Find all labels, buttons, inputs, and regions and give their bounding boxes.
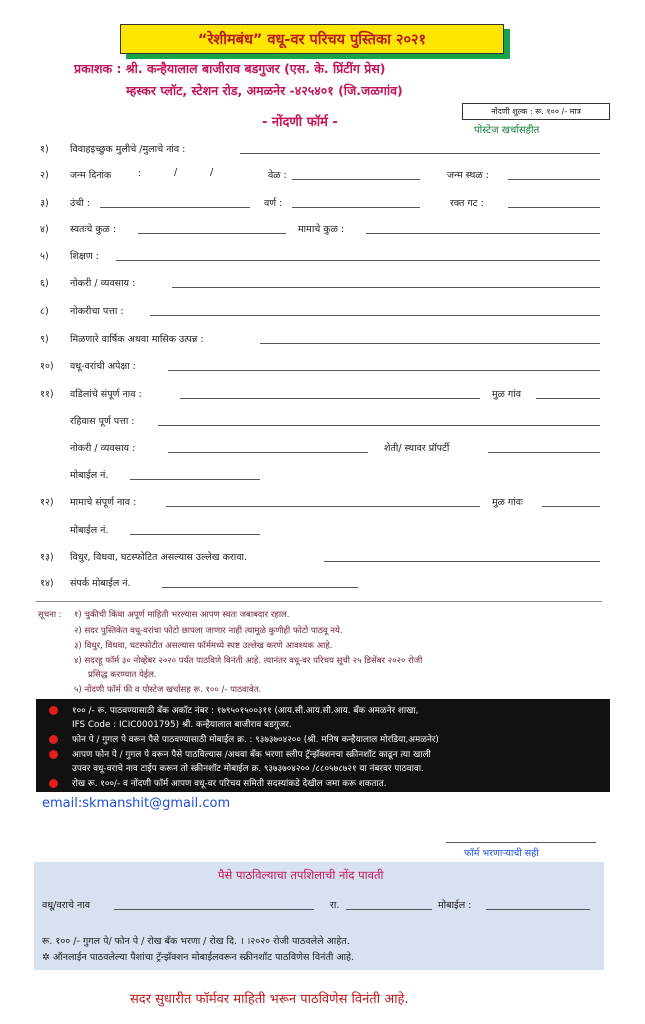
field-number: ९) bbox=[40, 334, 49, 345]
field-number: १०) bbox=[40, 361, 54, 372]
field-number: ३) bbox=[40, 198, 49, 209]
occupation-label: नोकरी / व्यवसाय : bbox=[70, 278, 136, 289]
fee-note: पोस्टेज खर्चासहीत bbox=[474, 125, 540, 136]
note-item: १) चुकीची किंवा अपूर्ण माहिती भरल्यास आपण स्वतः जबाबदार रहाल. bbox=[74, 610, 290, 620]
maternal-uncle-name-label: मामाचे संपूर्ण नाव : bbox=[70, 497, 137, 508]
maternal-clan-blank[interactable] bbox=[366, 233, 600, 234]
father-occupation-blank[interactable] bbox=[168, 452, 368, 453]
job-address-label: नोकरीचा पत्ता : bbox=[70, 306, 124, 317]
field-number: १४) bbox=[40, 578, 54, 589]
own-clan-label: स्वतःचे कुळ : bbox=[70, 224, 117, 235]
field-number: ५) bbox=[40, 251, 49, 262]
date-separator: / bbox=[174, 167, 178, 178]
receipt-title: पैसे पाठविल्याचा तपशिलाची नोंद पावती bbox=[218, 868, 384, 882]
field-number: ४) bbox=[40, 224, 49, 235]
booklet-title: “रेशीमबंध” वधू-वर परिचय पुस्तिका २०२१ bbox=[120, 24, 504, 54]
form-title: - नोंदणी फॉर्म - bbox=[262, 115, 338, 130]
signature-label: फॉर्म भरणाऱ्याची सही bbox=[464, 848, 539, 859]
residence-address-label: रहिवास पूर्ण पत्ता : bbox=[70, 416, 135, 427]
property-blank[interactable] bbox=[488, 452, 600, 453]
field-number: ८) bbox=[40, 306, 49, 317]
father-name-blank[interactable] bbox=[180, 398, 480, 399]
native-village-blank[interactable] bbox=[536, 398, 600, 399]
own-clan-blank[interactable] bbox=[138, 233, 286, 234]
note-item: २) सदर पुस्तिकेत वधू-वरांचा फोटो छापला जाणार नाही त्यामुळे कुणीही फोटो पाठवू नये. bbox=[74, 626, 343, 636]
income-blank[interactable] bbox=[260, 343, 600, 344]
notes-heading: सूचना : bbox=[38, 610, 62, 620]
bullet-icon bbox=[49, 750, 58, 759]
uncle-native-village-blank[interactable] bbox=[542, 506, 600, 507]
job-address-blank[interactable] bbox=[150, 315, 600, 316]
blood-group-label: रक्त गट : bbox=[450, 198, 484, 209]
receipt-note: ✲ ऑनलाईन पाठवलेल्या पैशांचा ट्रॅन्झॅक्शन मोबाईलवरून स्क्रीनशॉट पाठविणेस विनंती आहे. bbox=[42, 952, 355, 963]
income-label: मिळणारे वार्षिक अथवा मासिक उत्पन्न : bbox=[70, 334, 204, 345]
divider bbox=[36, 601, 602, 602]
screenshot-instruction-line: उपवर वधू-वराचे नाव टाईप करून तो स्क्रीनशॉट मोबाईल क्र. ९३७३७०४२०० /८८०५७८७२१ या नंबरवर पाठवावा. bbox=[72, 764, 424, 774]
bullet-icon bbox=[49, 735, 58, 744]
field-number: २) bbox=[40, 170, 49, 181]
residence-address-blank[interactable] bbox=[158, 425, 600, 426]
father-occupation-label: नोकरी / व्यवसाय : bbox=[70, 443, 136, 454]
contact-mobile-label: संपर्क मोबाईल नं. bbox=[70, 578, 131, 589]
marital-history-blank[interactable] bbox=[324, 561, 600, 562]
uncle-mobile-label: मोबाईल नं. bbox=[70, 525, 109, 536]
note-item: ३) विधुर, विधवा, घटस्फोटीत असल्यास फॉर्ममध्ये स्पष्ट उल्लेख करणे आवश्यक आहे. bbox=[74, 641, 333, 651]
cash-payment-line: रोख रू. १००/- व नोंदणी फॉर्म आपण वधू-वर परिचय समिती सदस्यांकडे देखील जमा करू शकतात. bbox=[72, 779, 387, 789]
candidate-name-blank[interactable] bbox=[240, 153, 600, 154]
birth-date-colon: : bbox=[138, 168, 142, 179]
field-number: ११) bbox=[40, 389, 54, 400]
receipt-payment-line: रू. १०० /- गुगल पे/ फोन पे / रोख बँक भरणा / रोख दि. । ।२०२० रोजी पाठवलेले आहेत. bbox=[42, 936, 350, 947]
upi-mobile-line: फोन पे / गुगल पे वरून पैसे पाठवण्यासाठी मोबाईल क्र. : ९३७३७०४२०० (श्री. मनिष कन्हैयालाल मोरडिया,अमळनेर) bbox=[72, 735, 439, 745]
registration-fee-box: नोंदणी शुल्क : रू. १०० /- मात्र bbox=[462, 103, 610, 120]
footer-request: सदर सुधारीत फॉर्मवर माहिती भरून पाठविणेस विनंती आहे. bbox=[130, 992, 409, 1007]
field-number: १३) bbox=[40, 552, 54, 563]
maternal-clan-label: मामाचे कुळ : bbox=[298, 224, 345, 235]
field-number: १२) bbox=[40, 497, 54, 508]
blood-group-blank[interactable] bbox=[508, 207, 600, 208]
complexion-blank[interactable] bbox=[292, 207, 420, 208]
uncle-mobile-blank[interactable] bbox=[130, 534, 260, 535]
maternal-uncle-name-blank[interactable] bbox=[166, 506, 480, 507]
note-item: ५) नोंदणी फॉर्म फी व पोस्टेज खर्चासह रू. १०० /- पाठवावेत. bbox=[74, 685, 262, 695]
birth-date-label: जन्म दिनांक bbox=[70, 170, 112, 181]
expectations-blank[interactable] bbox=[168, 370, 600, 371]
note-item-continued: प्रसिद्ध करण्यात येईल. bbox=[88, 670, 157, 680]
publisher-line: प्रकाशक : श्री. कन्हैयालाल बाजीराव बडगुजर (एस. के. प्रिंटींग प्रेस) bbox=[74, 61, 386, 76]
contact-email[interactable]: email:skmanshit@gmail.com bbox=[42, 796, 231, 811]
receipt-mobile-label: मोबाईल : bbox=[438, 900, 472, 911]
receipt-name-label: वधू/वराचे नाव bbox=[42, 900, 91, 911]
father-mobile-blank[interactable] bbox=[130, 479, 260, 480]
height-blank[interactable] bbox=[100, 207, 250, 208]
father-name-label: वडिलांचे संपूर्ण नाव : bbox=[70, 389, 142, 400]
complexion-label: वर्ण : bbox=[264, 198, 283, 209]
signature-blank[interactable] bbox=[446, 842, 596, 843]
note-item: ४) सदरहू फॉर्म ३० नोव्हेंबर २०२० पर्यंत पाठविणे विनंती आहे. त्यानंतर वधू-वर परिचय सूची २५ डिसेंबर २०२० रोजी bbox=[74, 656, 423, 666]
bullet-icon bbox=[49, 779, 58, 788]
education-label: शिक्षण : bbox=[70, 251, 99, 262]
birth-place-blank[interactable] bbox=[508, 179, 600, 180]
native-village-label: मुळ गांव bbox=[492, 389, 522, 400]
expectations-label: वधू-वरांची अपेक्षा : bbox=[70, 361, 136, 372]
date-separator: / bbox=[210, 167, 214, 178]
screenshot-instruction-line: आपण फोन पे / गुगल पे वरून पैसे पाठविल्यास /अथवा बँक भरणा स्लीप ट्रॅन्झॅक्शनचा स्क्रीनशॉट काढून त्या खाली bbox=[72, 750, 431, 760]
contact-mobile-blank[interactable] bbox=[162, 587, 358, 588]
candidate-name-label: विवाहइच्छुक मुलीचे /मुलाचे नांव : bbox=[70, 144, 186, 155]
birth-time-label: वेळ : bbox=[268, 170, 287, 181]
father-mobile-label: मोबाईल नं. bbox=[70, 470, 109, 481]
property-label: शेती/ स्थावर प्रॉपर्टी bbox=[384, 443, 450, 454]
birth-place-label: जन्म स्थळ : bbox=[447, 170, 489, 181]
marital-history-label: विधुर, विधवा, घटस्फोटित असल्यास उल्लेख करावा. bbox=[70, 552, 248, 563]
uncle-native-village-label: मुळ गांवः bbox=[492, 497, 523, 508]
receipt-name-blank[interactable] bbox=[114, 909, 314, 910]
field-number: १) bbox=[40, 144, 49, 155]
ifsc-line: IFS Code : ICIC0001795) श्री. कन्हैयालाल बाजीराव बडगुजर. bbox=[72, 720, 292, 730]
birth-time-blank[interactable] bbox=[292, 179, 420, 180]
publisher-address: म्हस्कर प्लॉट, स्टेशन रोड, अमळनेर -४२५४०१ (जि.जळगांव) bbox=[126, 83, 403, 98]
occupation-blank[interactable] bbox=[172, 287, 600, 288]
receipt-place-blank[interactable] bbox=[346, 909, 432, 910]
bullet-icon bbox=[49, 706, 58, 715]
bank-account-line: १०० /- रू. पाठवण्यासाठी बँक अकॉट नंबर : १७९५०१५००३११ (आय.सी.आय.सी.आय. बँक अमळनेर शाखा, bbox=[72, 706, 419, 716]
field-number: ६) bbox=[40, 278, 49, 289]
education-blank[interactable] bbox=[116, 260, 600, 261]
receipt-mobile-blank[interactable] bbox=[486, 909, 590, 910]
height-label: उंची : bbox=[70, 198, 90, 209]
receipt-place-label: रा. bbox=[330, 900, 340, 911]
